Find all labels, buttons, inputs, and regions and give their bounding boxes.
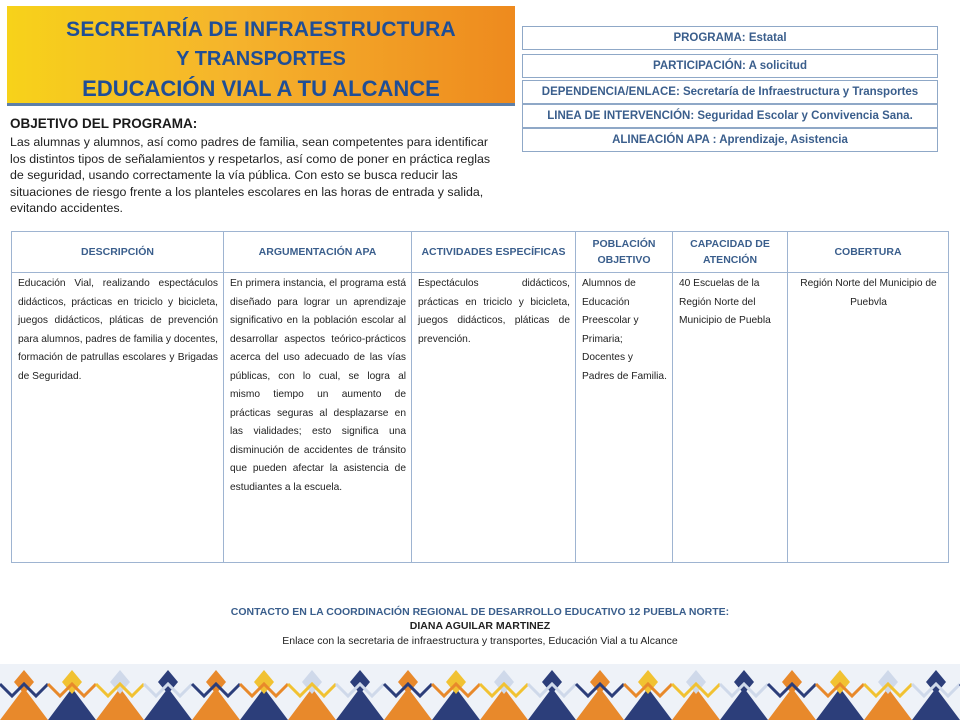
header-cobertura: COBERTURA — [788, 232, 949, 273]
banner-line-2: Y TRANSPORTES — [176, 48, 346, 70]
cell-capacidad: 40 Escuelas de la Región Norte del Municipio de Puebla — [673, 273, 788, 563]
header-argumentacion: ARGUMENTACIÓN APA — [224, 232, 412, 273]
cell-poblacion: Alumnos de Educación Preescolar y Primaria; Docentes y Padres de Familia. — [576, 273, 673, 563]
objective-text: Las alumnas y alumnos, así como padres de familia, sean competentes para identificar los distintos tipos de señalamientos y respetarlos, así como de poner en práctica reglas de seguridad, usando correctamente la vía pública. Con esto se busca reducir las situaciones de riesgo frente a los planteles escolares en las horas de entrada y salida, evitando accidentes. — [10, 135, 491, 215]
cell-argumentacion: En primera instancia, el programa está diseñado para lograr un aprendizaje significativo en la población escolar al desarrollar aspectos teórico-prácticos acerca del uso adecuado de las vías públicas, con lo cual, se logra al mismo tiempo un aumento de prácticas seguras al desplazarse en las vialidades; esto significa una disminución de accidentes de tránsito que pueden afectar la asistencia de estudiantes a la escuela. — [224, 273, 412, 563]
programa-box: PROGRAMA: Estatal — [522, 26, 938, 50]
banner-line-3: EDUCACIÓN VIAL A TU ALCANCE — [82, 76, 440, 101]
header-capacidad: CAPACIDAD DE ATENCIÓN — [673, 232, 788, 273]
cell-descripcion: Educación Vial, realizando espectáculos didácticos, prácticas en triciclo y bicicleta, juegos didácticos, pláticas de prevención para alumnos, padres de familia y docentes, formación de patrullas escolares y Brigadas de Seguridad. — [12, 273, 224, 563]
table-row — [12, 273, 949, 563]
contact-heading: CONTACTO EN LA COORDINACIÓN REGIONAL DE DESARROLLO EDUCATIVO 12 PUEBLA NORTE: — [230, 606, 730, 618]
header-actividades: ACTIVIDADES ESPECÍFICAS — [412, 232, 576, 273]
alineacion-box: ALINEACIÓN APA : Aprendizaje, Asistencia — [522, 128, 938, 152]
table-header-row — [12, 232, 949, 273]
program-table — [11, 231, 949, 563]
contact-name: DIANA AGUILAR MARTINEZ — [409, 620, 551, 632]
cell-cobertura: Región Norte del Municipio de Puebvla — [788, 273, 949, 563]
banner-line-1: SECRETARÍA DE INFRAESTRUCTURA — [66, 18, 456, 41]
participacion-box: PARTICIPACIÓN: A solicitud — [522, 54, 938, 78]
header-descripcion: DESCRIPCIÓN — [12, 232, 224, 273]
decorative-pattern-strip — [0, 664, 960, 720]
objective-title: OBJETIVO DEL PROGRAMA: — [10, 116, 198, 131]
contact-description: Enlace con la secretaria de infraestructura y transportes, Educación Vial a tu Alcance — [282, 635, 678, 647]
title-banner — [7, 6, 515, 106]
header-poblacion: POBLACIÓN OBJETIVO — [576, 232, 673, 273]
cell-actividades: Espectáculos didácticos, prácticas en triciclo y bicicleta, juegos didácticos, pláticas de prevención. — [412, 273, 576, 563]
dependencia-box: DEPENDENCIA/ENLACE: Secretaría de Infraestructura y Transportes — [522, 80, 938, 104]
linea-intervencion-box: LINEA DE INTERVENCIÓN: Seguridad Escolar y Convivencia Sana. — [522, 104, 938, 128]
